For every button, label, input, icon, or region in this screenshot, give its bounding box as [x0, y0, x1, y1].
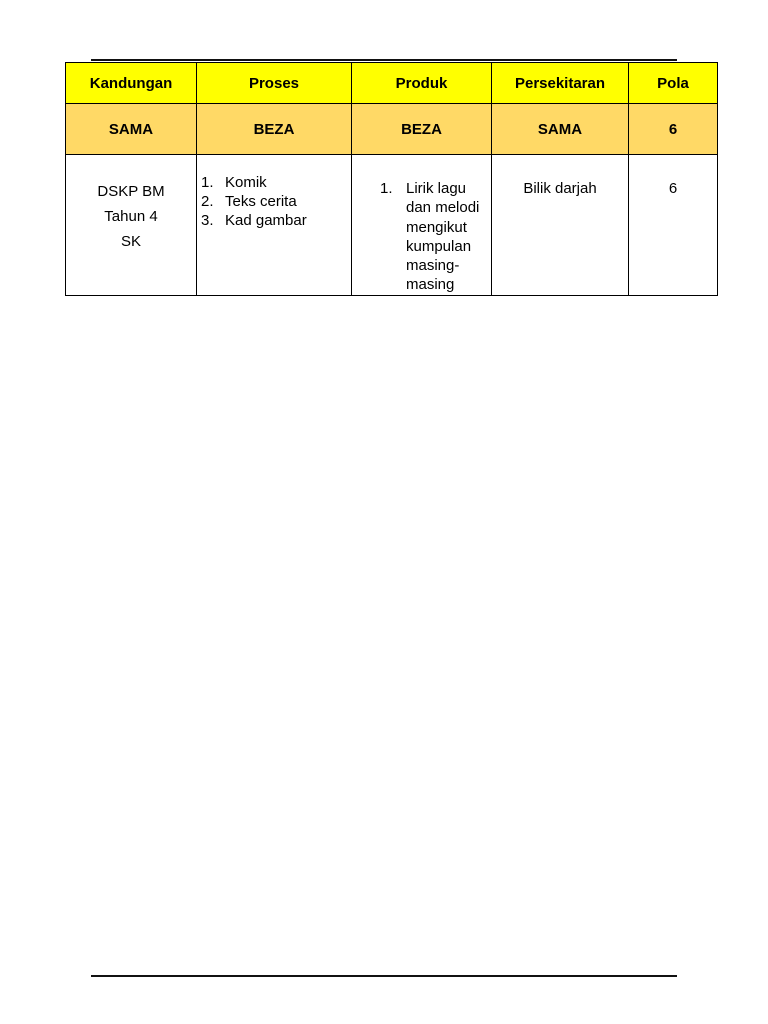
kandungan-line: Tahun 4: [104, 208, 158, 225]
bottom-rule: [91, 975, 677, 977]
cell-pola: [629, 155, 718, 296]
list-text: Komik: [225, 174, 267, 191]
list-text: Lirik lagu dan melodi mengikut kumpulan masing-masing: [406, 180, 480, 294]
list-number: 1.: [380, 180, 393, 197]
summary-row: [66, 104, 718, 155]
summary-table: [65, 62, 718, 296]
list-text: Teks cerita: [225, 193, 297, 210]
summary-produk: BEZA: [352, 104, 492, 155]
cell-kandungan: [66, 155, 197, 296]
cell-produk: [352, 155, 492, 296]
header-produk: Produk: [352, 63, 492, 104]
list-text: Kad gambar: [225, 212, 307, 229]
list-item: [201, 192, 351, 211]
detail-row: [66, 155, 718, 296]
persekitaran-value: Bilik darjah: [523, 180, 597, 197]
header-proses: Proses: [197, 63, 352, 104]
header-kandungan: Kandungan: [66, 63, 197, 104]
summary-kandungan: SAMA: [66, 104, 197, 155]
list-number: 1.: [201, 174, 214, 191]
summary-pola: 6: [629, 104, 718, 155]
header-persekitaran: Persekitaran: [492, 63, 629, 104]
list-item: [201, 211, 351, 230]
list-number: 3.: [201, 212, 214, 229]
header-pola: Pola: [629, 63, 718, 104]
kandungan-line: DSKP BM: [97, 183, 165, 200]
list-item: [380, 179, 485, 295]
header-row: [66, 63, 718, 104]
cell-persekitaran: [492, 155, 629, 296]
proses-list: [197, 155, 351, 230]
pola-value: 6: [668, 180, 678, 197]
top-rule: [91, 59, 677, 61]
cell-proses: [197, 155, 352, 296]
list-item: [201, 173, 351, 192]
summary-proses: BEZA: [197, 104, 352, 155]
summary-persekitaran: SAMA: [492, 104, 629, 155]
list-number: 2.: [201, 193, 214, 210]
produk-list: [352, 155, 491, 295]
kandungan-line: SK: [120, 233, 141, 250]
